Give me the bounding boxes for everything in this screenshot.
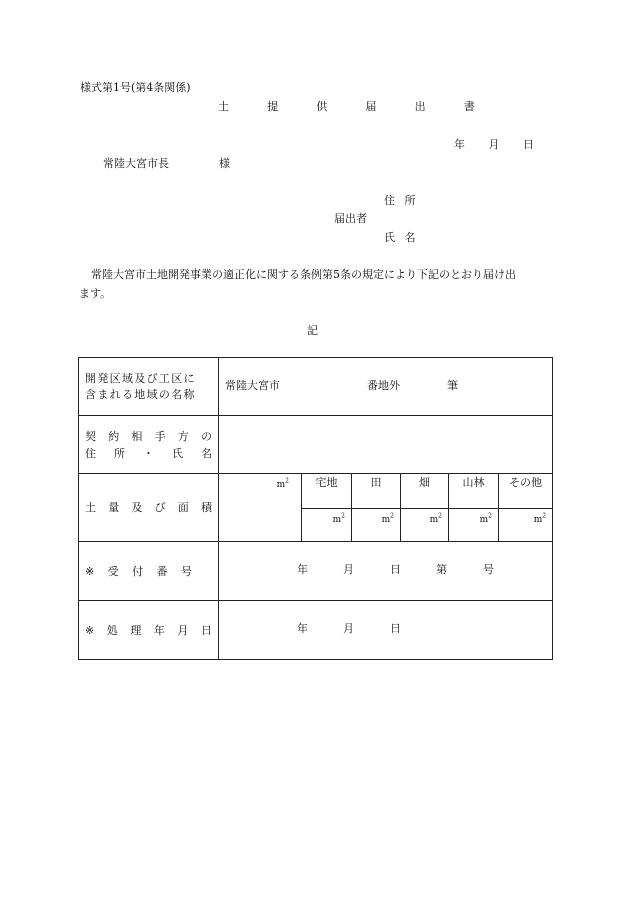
date-year: 年 (454, 138, 465, 151)
area-prefix: 常陸大宮市 (225, 378, 280, 392)
area-banchi: 番地外 (367, 378, 400, 392)
processing-date-field[interactable] (219, 601, 553, 660)
category-residential: 宅地 (302, 474, 352, 509)
date-line (454, 138, 534, 151)
category-forest: 山林 (449, 474, 499, 509)
label-processing-date: ※ 処 理 年 月 日 (79, 601, 219, 660)
applicant-role-label: 届出者 (334, 212, 367, 225)
body-text-line1: 常陸大宮市土地開発事業の適正化に関する条例第5条の規定により下記のとおり届け出 (91, 268, 516, 281)
label-land-volume: 土 量 及 び 面 積 (79, 474, 219, 542)
label-receipt-number: ※ 受 付 番 号 (79, 542, 219, 601)
land-volume-total-field[interactable]: $m^2$ (219, 474, 302, 542)
row-land-volume (79, 474, 553, 509)
residential-area-field[interactable]: $m^2$ (302, 509, 352, 542)
receipt-dai: 第 (436, 563, 447, 576)
date-day: 日 (523, 138, 534, 151)
date-month: 月 (488, 138, 500, 151)
document-title (218, 100, 490, 113)
title-text: 土 提 供 届 出 書 (218, 100, 490, 113)
row-receipt-number (79, 542, 553, 601)
category-other: その他 (499, 474, 553, 509)
label-contract-party-line1: 契 約 相 手 方 の (85, 429, 212, 443)
body-text-line2: ます。 (79, 287, 112, 300)
forest-area-field[interactable]: $m^2$ (449, 509, 499, 542)
receipt-go: 号 (483, 563, 494, 576)
category-field: 畑 (401, 474, 449, 509)
receipt-month: 月 (343, 563, 354, 576)
row-processing-date (79, 601, 553, 660)
addressee-name: 常陸大宮市長 (103, 157, 169, 170)
other-area-field[interactable]: $m^2$ (499, 509, 553, 542)
label-area-name-line1: 開発区域及び工区に (85, 371, 196, 385)
label-contract-party (79, 416, 219, 474)
processing-year: 年 (297, 622, 308, 635)
label-area-name-line2: 含まれる地域の名称 (85, 387, 196, 401)
category-paddy: 田 (352, 474, 401, 509)
ki-heading: 記 (307, 324, 318, 337)
field-area-field[interactable]: $m^2$ (401, 509, 449, 542)
row-area-name (79, 358, 553, 416)
addressee-honorific: 様 (219, 157, 230, 170)
applicant-name-label: 氏 名 (384, 231, 416, 244)
applicant-address-label: 住 所 (384, 194, 416, 207)
processing-day: 日 (390, 622, 401, 635)
label-area-name (79, 358, 219, 416)
contract-party-field[interactable] (219, 416, 553, 474)
receipt-year: 年 (297, 563, 308, 576)
receipt-day: 日 (390, 563, 401, 576)
receipt-number-field[interactable] (219, 542, 553, 601)
area-name-field[interactable] (219, 358, 553, 416)
addressee (103, 157, 169, 170)
paddy-area-field[interactable]: $m^2$ (352, 509, 401, 542)
row-contract-party (79, 416, 553, 474)
form-table (78, 357, 553, 660)
processing-month: 月 (343, 622, 354, 635)
area-hitsu: 筆 (447, 378, 458, 392)
label-contract-party-line2: 住 所 ・ 氏 名 (85, 446, 212, 460)
form-number: 様式第1号(第4条関係) (80, 81, 191, 94)
